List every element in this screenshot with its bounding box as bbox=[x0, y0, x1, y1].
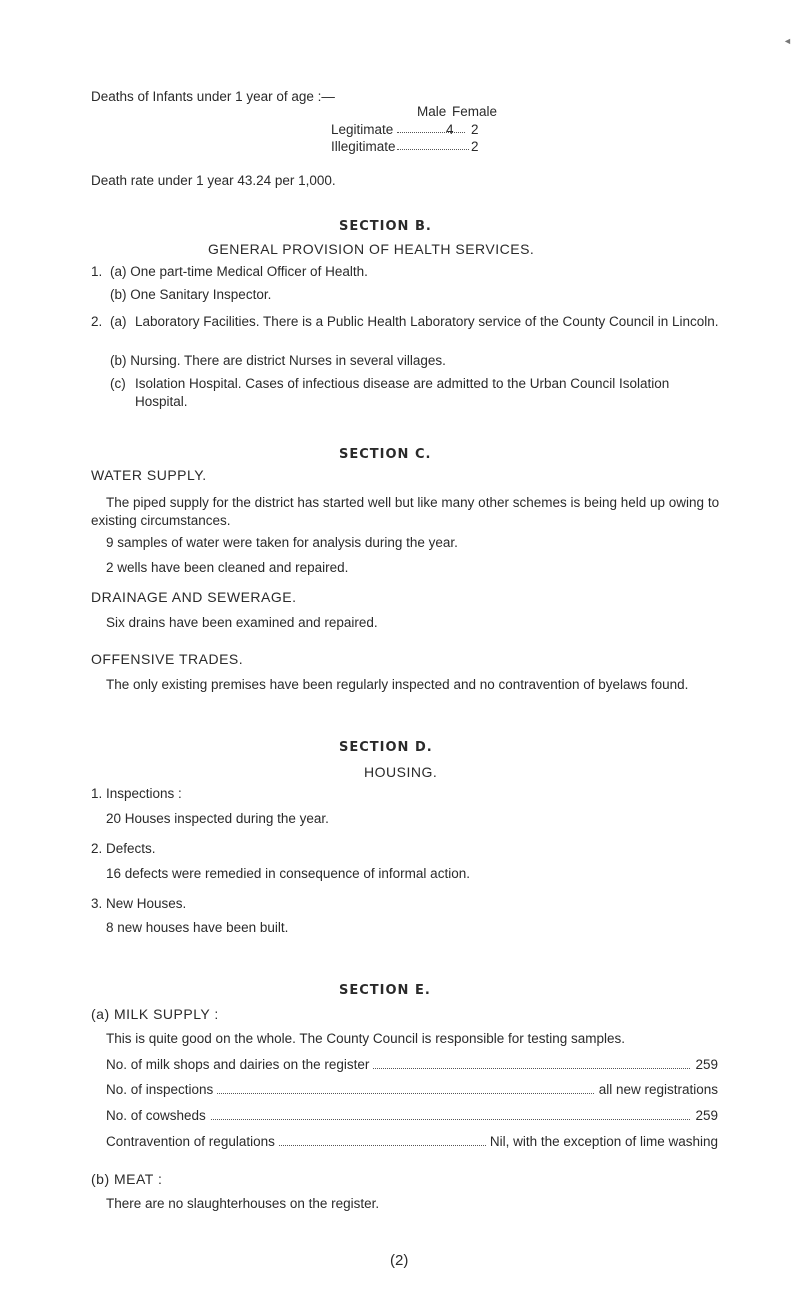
list-item bbox=[106, 1133, 718, 1151]
milk-row-label: No. of inspections bbox=[106, 1081, 217, 1099]
item-number: 2. bbox=[91, 314, 103, 329]
milk-supply-title: (a) MILK SUPPLY : bbox=[91, 1006, 219, 1022]
dot-leader bbox=[397, 149, 469, 150]
milk-row-label: Contravention of regulations bbox=[106, 1133, 279, 1151]
inspections-label: 1. Inspections : bbox=[91, 786, 182, 801]
row-label: Legitimate bbox=[331, 122, 394, 137]
milk-row-value: 259 bbox=[691, 1056, 718, 1074]
item-number: 1. bbox=[91, 264, 103, 279]
item-1a: (a) One part-time Medical Officer of Health. bbox=[110, 264, 368, 279]
housing-title: HOUSING. bbox=[364, 764, 438, 780]
offensive-trades-title: OFFENSIVE TRADES. bbox=[91, 651, 244, 667]
milk-row-value: Nil, with the exception of lime washing bbox=[486, 1133, 718, 1151]
row-label: Illegitimate bbox=[331, 139, 396, 154]
drainage-title: DRAINAGE AND SEWERAGE. bbox=[91, 589, 297, 605]
dot-leader bbox=[397, 132, 465, 133]
infant-deaths-table bbox=[331, 103, 531, 163]
section-b-title: GENERAL PROVISION OF HEALTH SERVICES. bbox=[208, 241, 535, 257]
water-para-3: 2 wells have been cleaned and repaired. bbox=[106, 560, 349, 575]
item-2c: Isolation Hospital. Cases of infectious disease are admitted to the Urban Council Isolation Hospital. bbox=[135, 376, 670, 409]
new-houses-text: 8 new houses have been built. bbox=[106, 920, 289, 935]
water-para-2: 9 samples of water were taken for analysis during the year. bbox=[106, 535, 458, 550]
inspections-text: 20 Houses inspected during the year. bbox=[106, 811, 329, 826]
item-2b: (b) Nursing. There are district Nurses in several villages. bbox=[110, 353, 446, 368]
item-2a-letter: (a) bbox=[110, 314, 127, 329]
list-item bbox=[106, 1056, 718, 1074]
male-value: 4 bbox=[446, 122, 454, 137]
infant-deaths-title: Deaths of Infants under 1 year of age :— bbox=[91, 89, 335, 104]
page-number: (2) bbox=[390, 1252, 409, 1269]
section-d-heading: SECTION D. bbox=[339, 740, 433, 755]
item-2a: Laboratory Facilities. There is a Public Health Laboratory service of the County Council in Lincoln. bbox=[135, 314, 719, 329]
male-header: Male bbox=[417, 104, 447, 119]
milk-row-value: 259 bbox=[691, 1107, 718, 1125]
section-c-heading: SECTION C. bbox=[339, 447, 432, 462]
defects-label: 2. Defects. bbox=[91, 841, 156, 856]
table-row bbox=[331, 138, 531, 155]
new-houses-label: 3. New Houses. bbox=[91, 896, 187, 911]
item-2c-letter: (c) bbox=[110, 376, 126, 391]
list-item bbox=[106, 1081, 718, 1099]
section-e-heading: SECTION E. bbox=[339, 983, 431, 998]
female-value: 2 bbox=[471, 122, 479, 137]
milk-row-label: No. of milk shops and dairies on the register bbox=[106, 1056, 373, 1074]
offensive-trades-para: The only existing premises have been regularly inspected and no contravention of byelaws found. bbox=[106, 677, 689, 692]
female-header: Female bbox=[452, 104, 498, 119]
drainage-para: Six drains have been examined and repaired. bbox=[106, 615, 378, 630]
milk-row-label: No. of cowsheds bbox=[106, 1107, 210, 1125]
defects-text: 16 defects were remedied in consequence of informal action. bbox=[106, 866, 470, 881]
water-para-1: The piped supply for the district has started well but like many other schemes is being held up owing to existing circumstances. bbox=[91, 495, 720, 528]
meat-text: There are no slaughterhouses on the register. bbox=[106, 1196, 380, 1211]
table-row bbox=[331, 121, 531, 138]
death-rate: Death rate under 1 year 43.24 per 1,000. bbox=[91, 173, 336, 188]
meat-title: (b) MEAT : bbox=[91, 1171, 163, 1187]
corner-mark: ◄ bbox=[783, 36, 792, 46]
milk-row-value: all new registrations bbox=[595, 1081, 718, 1099]
milk-intro: This is quite good on the whole. The County Council is responsible for testing samples. bbox=[106, 1031, 626, 1046]
list-item bbox=[106, 1107, 718, 1125]
item-1b: (b) One Sanitary Inspector. bbox=[110, 287, 272, 302]
section-b-heading: SECTION B. bbox=[339, 219, 432, 234]
female-value: 2 bbox=[471, 139, 479, 154]
water-supply-title: WATER SUPPLY. bbox=[91, 467, 207, 483]
